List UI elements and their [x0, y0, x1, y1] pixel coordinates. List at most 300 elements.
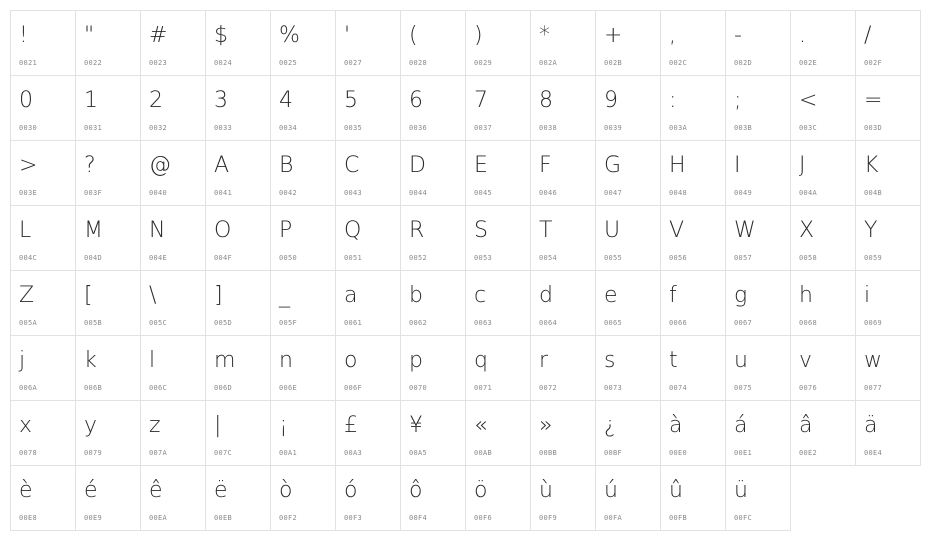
- glyph-cell: [10, 270, 76, 336]
- glyph-char: D: [409, 153, 426, 178]
- glyph-char: q: [474, 348, 488, 373]
- glyph-cell: [400, 10, 466, 76]
- glyph-cell: [855, 335, 921, 401]
- glyph-codepoint: 0048: [669, 189, 688, 197]
- glyph-codepoint: 0056: [669, 254, 688, 262]
- glyph-cell: [530, 270, 596, 336]
- glyph-char: z: [149, 413, 161, 438]
- glyph-cell: [75, 335, 141, 401]
- glyph-cell: [855, 10, 921, 76]
- glyph-char: Q: [344, 218, 362, 243]
- glyph-cell: [10, 75, 76, 141]
- glyph-cell: [335, 205, 401, 271]
- glyph-char: c: [474, 283, 487, 308]
- glyph-codepoint: 0025: [279, 59, 298, 67]
- glyph-char: >: [19, 153, 38, 178]
- glyph-codepoint: 0066: [669, 319, 688, 327]
- glyph-char: 1: [84, 88, 98, 113]
- glyph-codepoint: 002D: [734, 59, 753, 67]
- glyph-codepoint: 00BB: [539, 449, 558, 457]
- glyph-cell: [270, 335, 336, 401]
- glyph-codepoint: 006F: [344, 384, 363, 392]
- glyph-char: L: [19, 218, 32, 243]
- glyph-cell: [270, 140, 336, 206]
- glyph-cell: [530, 75, 596, 141]
- glyph-codepoint: 005D: [214, 319, 233, 327]
- glyph-char: G: [604, 153, 622, 178]
- glyph-codepoint: 0063: [474, 319, 493, 327]
- glyph-char: Z: [19, 283, 35, 308]
- glyph-grid: [10, 10, 920, 530]
- glyph-char: »: [539, 413, 553, 438]
- glyph-char: v: [799, 348, 813, 373]
- glyph-char: 4: [279, 88, 293, 113]
- glyph-cell: [530, 205, 596, 271]
- glyph-char: .: [799, 23, 806, 48]
- glyph-codepoint: 0036: [409, 124, 428, 132]
- glyph-char: U: [604, 218, 621, 243]
- glyph-cell: [75, 140, 141, 206]
- glyph-char: x: [19, 413, 33, 438]
- glyph-cell: [270, 75, 336, 141]
- glyph-cell: [140, 400, 206, 466]
- glyph-char: r: [539, 348, 549, 373]
- glyph-codepoint: 007C: [214, 449, 233, 457]
- glyph-cell: [205, 205, 271, 271]
- glyph-cell: [335, 465, 401, 531]
- glyph-char: -: [734, 23, 742, 48]
- glyph-cell: [270, 270, 336, 336]
- glyph-char: â: [799, 413, 813, 438]
- glyph-cell: [270, 465, 336, 531]
- glyph-cell: [595, 75, 661, 141]
- glyph-cell: [660, 205, 726, 271]
- glyph-codepoint: 0041: [214, 189, 233, 197]
- glyph-codepoint: 0054: [539, 254, 558, 262]
- glyph-cell: [790, 270, 856, 336]
- glyph-codepoint: 0071: [474, 384, 493, 392]
- glyph-codepoint: 005C: [149, 319, 168, 327]
- glyph-cell: [660, 75, 726, 141]
- glyph-char: T: [539, 218, 553, 243]
- glyph-cell: [855, 140, 921, 206]
- glyph-codepoint: 006C: [149, 384, 168, 392]
- glyph-char: w: [864, 348, 882, 373]
- glyph-codepoint: 006D: [214, 384, 233, 392]
- glyph-codepoint: 003F: [84, 189, 103, 197]
- glyph-cell: [465, 140, 531, 206]
- glyph-codepoint: 0070: [409, 384, 428, 392]
- glyph-char: «: [474, 413, 488, 438]
- glyph-codepoint: 002C: [669, 59, 688, 67]
- glyph-cell: [75, 270, 141, 336]
- glyph-cell: [790, 140, 856, 206]
- glyph-codepoint: 005A: [19, 319, 38, 327]
- glyph-codepoint: 004F: [214, 254, 233, 262]
- glyph-codepoint: 0067: [734, 319, 753, 327]
- glyph-codepoint: 00FC: [734, 514, 753, 522]
- glyph-codepoint: 0043: [344, 189, 363, 197]
- glyph-codepoint: 003D: [864, 124, 883, 132]
- glyph-char: 8: [539, 88, 553, 113]
- glyph-codepoint: 0038: [539, 124, 558, 132]
- glyph-char: d: [539, 283, 553, 308]
- glyph-codepoint: 0045: [474, 189, 493, 197]
- glyph-char: $: [214, 23, 228, 48]
- glyph-cell: [790, 75, 856, 141]
- glyph-char: ): [474, 23, 483, 48]
- glyph-codepoint: 0053: [474, 254, 493, 262]
- glyph-codepoint: 0078: [19, 449, 38, 457]
- glyph-cell: [465, 270, 531, 336]
- glyph-char: b: [409, 283, 423, 308]
- glyph-cell: [530, 335, 596, 401]
- glyph-char: *: [539, 23, 550, 48]
- glyph-cell: [530, 140, 596, 206]
- glyph-codepoint: 0065: [604, 319, 623, 327]
- glyph-codepoint: 00EA: [149, 514, 168, 522]
- glyph-char: 3: [214, 88, 228, 113]
- glyph-cell: [335, 400, 401, 466]
- glyph-cell: [400, 335, 466, 401]
- glyph-cell: [595, 270, 661, 336]
- glyph-codepoint: 00F6: [474, 514, 493, 522]
- glyph-codepoint: 0027: [344, 59, 363, 67]
- glyph-cell: [530, 465, 596, 531]
- glyph-char: !: [19, 23, 28, 48]
- glyph-char: ô: [409, 478, 423, 503]
- glyph-cell: [270, 400, 336, 466]
- glyph-cell: [725, 205, 791, 271]
- glyph-char: o: [344, 348, 358, 373]
- glyph-char: à: [669, 413, 683, 438]
- glyph-cell: [595, 465, 661, 531]
- glyph-char: s: [604, 348, 616, 373]
- glyph-codepoint: 0030: [19, 124, 38, 132]
- glyph-cell: [10, 10, 76, 76]
- glyph-cell: [140, 465, 206, 531]
- glyph-codepoint: 0061: [344, 319, 363, 327]
- glyph-cell: [595, 205, 661, 271]
- glyph-char: P: [279, 218, 293, 243]
- glyph-codepoint: 0035: [344, 124, 363, 132]
- glyph-codepoint: 005F: [279, 319, 298, 327]
- glyph-codepoint: 0079: [84, 449, 103, 457]
- glyph-cell: [400, 400, 466, 466]
- glyph-codepoint: 0064: [539, 319, 558, 327]
- glyph-codepoint: 003A: [669, 124, 688, 132]
- glyph-codepoint: 004A: [799, 189, 818, 197]
- glyph-char: _: [279, 283, 290, 308]
- glyph-codepoint: 0055: [604, 254, 623, 262]
- glyph-cell: [660, 270, 726, 336]
- glyph-codepoint: 0047: [604, 189, 623, 197]
- glyph-cell: [140, 10, 206, 76]
- glyph-cell: [205, 75, 271, 141]
- glyph-char: y: [84, 413, 98, 438]
- glyph-cell: [400, 140, 466, 206]
- glyph-char: m: [214, 348, 236, 373]
- glyph-codepoint: 00F4: [409, 514, 428, 522]
- glyph-codepoint: 0058: [799, 254, 818, 262]
- glyph-char: á: [734, 413, 748, 438]
- glyph-cell: [75, 465, 141, 531]
- glyph-char: ù: [539, 478, 553, 503]
- glyph-char: :: [669, 88, 677, 113]
- glyph-codepoint: 00E9: [84, 514, 103, 522]
- glyph-char: i: [864, 283, 871, 308]
- glyph-cell: [465, 10, 531, 76]
- glyph-char: u: [734, 348, 748, 373]
- glyph-codepoint: 00E0: [669, 449, 688, 457]
- glyph-char: [: [84, 283, 93, 308]
- glyph-codepoint: 0073: [604, 384, 623, 392]
- glyph-char: ¿: [604, 413, 616, 438]
- glyph-codepoint: 0040: [149, 189, 168, 197]
- glyph-cell: [855, 75, 921, 141]
- glyph-codepoint: 0031: [84, 124, 103, 132]
- glyph-cell: [725, 335, 791, 401]
- glyph-cell: [140, 75, 206, 141]
- glyph-char: 7: [474, 88, 488, 113]
- glyph-cell: [660, 10, 726, 76]
- glyph-codepoint: 0074: [669, 384, 688, 392]
- glyph-cell: [725, 270, 791, 336]
- glyph-codepoint: 0076: [799, 384, 818, 392]
- glyph-cell: [10, 140, 76, 206]
- glyph-codepoint: 004D: [84, 254, 103, 262]
- glyph-cell: [10, 335, 76, 401]
- glyph-codepoint: 002A: [539, 59, 558, 67]
- glyph-codepoint: 00A3: [344, 449, 363, 457]
- glyph-codepoint: 0021: [19, 59, 38, 67]
- glyph-cell: [335, 270, 401, 336]
- glyph-cell: [205, 140, 271, 206]
- glyph-codepoint: 0024: [214, 59, 233, 67]
- glyph-char: #: [149, 23, 168, 48]
- glyph-cell: [205, 270, 271, 336]
- glyph-codepoint: 00F2: [279, 514, 298, 522]
- glyph-cell: [465, 465, 531, 531]
- glyph-char: a: [344, 283, 358, 308]
- glyph-cell: [725, 140, 791, 206]
- glyph-codepoint: 0029: [474, 59, 493, 67]
- glyph-codepoint: 00A5: [409, 449, 428, 457]
- glyph-cell: [140, 335, 206, 401]
- glyph-char: j: [19, 348, 26, 373]
- glyph-codepoint: 0042: [279, 189, 298, 197]
- glyph-codepoint: 0059: [864, 254, 883, 262]
- glyph-char: ò: [279, 478, 293, 503]
- glyph-codepoint: 0046: [539, 189, 558, 197]
- glyph-char: B: [279, 153, 294, 178]
- glyph-cell: [10, 465, 76, 531]
- glyph-char: R: [409, 218, 425, 243]
- glyph-cell: [660, 140, 726, 206]
- glyph-codepoint: 007A: [149, 449, 168, 457]
- glyph-codepoint: 004B: [864, 189, 883, 197]
- glyph-cell: [205, 335, 271, 401]
- glyph-char: ¥: [409, 413, 423, 438]
- glyph-char: p: [409, 348, 423, 373]
- glyph-codepoint: 004E: [149, 254, 168, 262]
- glyph-codepoint: 0051: [344, 254, 363, 262]
- glyph-char: A: [214, 153, 230, 178]
- glyph-codepoint: 0069: [864, 319, 883, 327]
- glyph-cell: [465, 400, 531, 466]
- glyph-cell: [465, 205, 531, 271]
- glyph-codepoint: 002E: [799, 59, 818, 67]
- glyph-char: V: [669, 218, 685, 243]
- glyph-cell: [75, 205, 141, 271]
- glyph-cell: [140, 140, 206, 206]
- glyph-codepoint: 0032: [149, 124, 168, 132]
- glyph-char: H: [669, 153, 686, 178]
- glyph-char: ,: [669, 23, 676, 48]
- glyph-cell: [400, 75, 466, 141]
- glyph-codepoint: 0068: [799, 319, 818, 327]
- glyph-cell: [660, 400, 726, 466]
- glyph-char: e: [604, 283, 618, 308]
- glyph-char: 9: [604, 88, 618, 113]
- glyph-cell: [270, 205, 336, 271]
- glyph-cell: [140, 270, 206, 336]
- glyph-codepoint: 0077: [864, 384, 883, 392]
- glyph-char: é: [84, 478, 98, 503]
- glyph-codepoint: 005B: [84, 319, 103, 327]
- glyph-codepoint: 0072: [539, 384, 558, 392]
- glyph-codepoint: 0052: [409, 254, 428, 262]
- glyph-codepoint: 0049: [734, 189, 753, 197]
- glyph-cell: [465, 75, 531, 141]
- glyph-cell: [660, 465, 726, 531]
- glyph-codepoint: 00E2: [799, 449, 818, 457]
- glyph-char: \: [149, 283, 157, 308]
- glyph-cell: [790, 335, 856, 401]
- glyph-codepoint: 006E: [279, 384, 298, 392]
- glyph-char: J: [799, 153, 806, 178]
- glyph-cell: [400, 465, 466, 531]
- glyph-char: E: [474, 153, 488, 178]
- glyph-codepoint: 00A1: [279, 449, 298, 457]
- glyph-char: ": [84, 23, 95, 48]
- glyph-char: S: [474, 218, 488, 243]
- glyph-cell: [335, 140, 401, 206]
- glyph-char: ?: [84, 153, 96, 178]
- glyph-cell: [790, 400, 856, 466]
- glyph-codepoint: 003E: [19, 189, 38, 197]
- glyph-cell: [725, 400, 791, 466]
- glyph-codepoint: 00AB: [474, 449, 493, 457]
- glyph-cell: [595, 10, 661, 76]
- glyph-char: =: [864, 88, 883, 113]
- glyph-cell: [790, 205, 856, 271]
- glyph-cell: [530, 10, 596, 76]
- glyph-cell: [530, 400, 596, 466]
- glyph-cell: [855, 205, 921, 271]
- glyph-char: ë: [214, 478, 228, 503]
- glyph-codepoint: 0033: [214, 124, 233, 132]
- glyph-cell: [205, 465, 271, 531]
- glyph-cell: [400, 270, 466, 336]
- glyph-char: +: [604, 23, 623, 48]
- glyph-char: ó: [344, 478, 358, 503]
- glyph-char: Y: [864, 218, 878, 243]
- glyph-codepoint: 00E4: [864, 449, 883, 457]
- glyph-char: t: [669, 348, 678, 373]
- glyph-codepoint: 006B: [84, 384, 103, 392]
- glyph-cell: [595, 335, 661, 401]
- glyph-codepoint: 0044: [409, 189, 428, 197]
- glyph-char: 0: [19, 88, 33, 113]
- glyph-codepoint: 00FA: [604, 514, 623, 522]
- glyph-char: ;: [734, 88, 742, 113]
- glyph-char: 2: [149, 88, 163, 113]
- glyph-codepoint: 002B: [604, 59, 623, 67]
- glyph-char: è: [19, 478, 33, 503]
- glyph-char: £: [344, 413, 358, 438]
- glyph-cell: [75, 10, 141, 76]
- glyph-cell: [595, 140, 661, 206]
- glyph-char: /: [864, 23, 872, 48]
- glyph-char: ê: [149, 478, 163, 503]
- glyph-char: <: [799, 88, 818, 113]
- glyph-char: X: [799, 218, 815, 243]
- glyph-cell: [10, 400, 76, 466]
- glyph-cell: [205, 10, 271, 76]
- glyph-cell: [725, 75, 791, 141]
- glyph-codepoint: 002F: [864, 59, 883, 67]
- glyph-char: n: [279, 348, 293, 373]
- glyph-cell: [75, 400, 141, 466]
- glyph-cell: [270, 10, 336, 76]
- glyph-cell: [855, 270, 921, 336]
- glyph-codepoint: 0023: [149, 59, 168, 67]
- glyph-codepoint: 003B: [734, 124, 753, 132]
- glyph-cell: [400, 205, 466, 271]
- glyph-cell: [140, 205, 206, 271]
- glyph-cell: [790, 10, 856, 76]
- glyph-codepoint: 00E1: [734, 449, 753, 457]
- glyph-char: g: [734, 283, 748, 308]
- glyph-char: k: [84, 348, 97, 373]
- glyph-codepoint: 00F9: [539, 514, 558, 522]
- glyph-char: h: [799, 283, 813, 308]
- glyph-codepoint: 0037: [474, 124, 493, 132]
- glyph-char: ú: [604, 478, 618, 503]
- glyph-cell: [660, 335, 726, 401]
- glyph-codepoint: 0075: [734, 384, 753, 392]
- glyph-char: 5: [344, 88, 358, 113]
- glyph-char: N: [149, 218, 166, 243]
- glyph-char: ö: [474, 478, 488, 503]
- glyph-char: f: [669, 283, 677, 308]
- glyph-codepoint: 0022: [84, 59, 103, 67]
- glyph-char: I: [734, 153, 741, 178]
- glyph-char: (: [409, 23, 418, 48]
- glyph-codepoint: 0062: [409, 319, 428, 327]
- glyph-codepoint: 00FB: [669, 514, 688, 522]
- glyph-codepoint: 0057: [734, 254, 753, 262]
- glyph-codepoint: 00EB: [214, 514, 233, 522]
- glyph-char: O: [214, 218, 232, 243]
- glyph-codepoint: 004C: [19, 254, 38, 262]
- glyph-char: F: [539, 153, 552, 178]
- glyph-codepoint: 0034: [279, 124, 298, 132]
- glyph-char: @: [149, 153, 171, 178]
- glyph-cell: [855, 400, 921, 466]
- glyph-char: ü: [734, 478, 748, 503]
